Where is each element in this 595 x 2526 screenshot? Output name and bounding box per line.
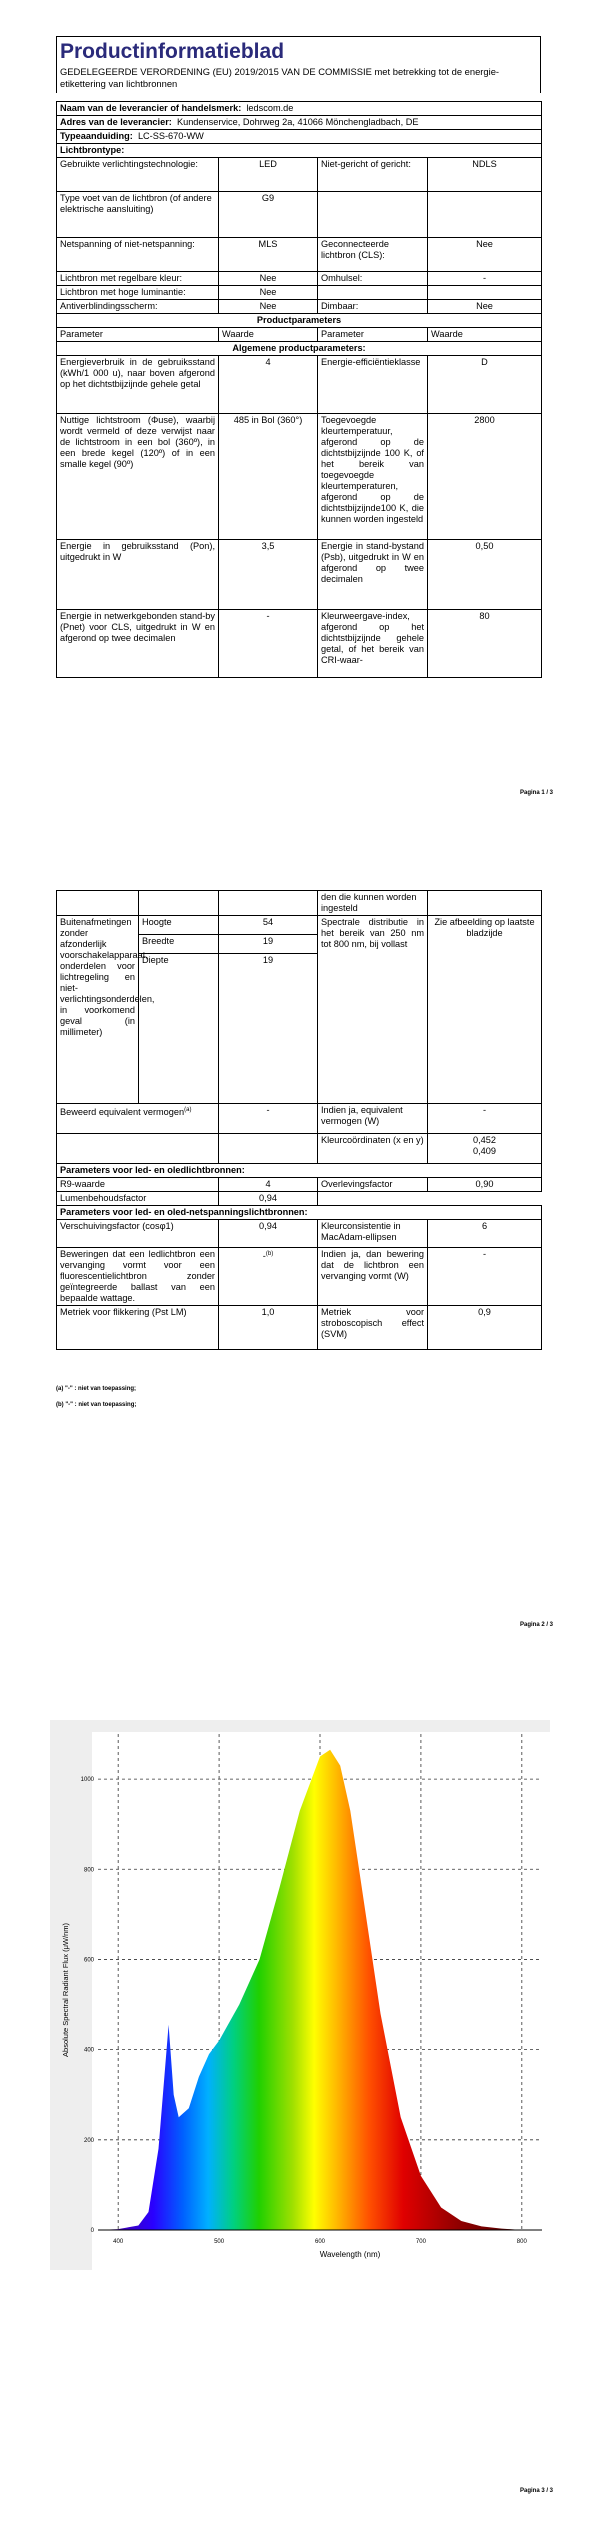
y-axis-label: Absolute Spectral Radiant Flux (μW/nm) (61, 1923, 70, 2057)
info-table-page2 (56, 890, 542, 1350)
energy-class-label: Energie-efficiëntieklasse (318, 356, 428, 414)
standby-power-label: Energie in stand-bystand (Psb), uitgedrukt in W en afgerond op twee decimalen (318, 540, 428, 610)
col-header-value-2: Waarde (428, 328, 542, 342)
width-value: 19 (219, 935, 318, 954)
flicker-metric-value: 1,0 (219, 1306, 318, 1350)
regulation-subtitle: GEDELEGEERDE VERORDENING (EU) 2019/2015 VAN DE COMMISSIE met betrekking tot de energie-etikettering van lichtbronnen (60, 66, 500, 89)
equivalent-watt-label: Indien ja, equivalent vermogen (W) (318, 1104, 428, 1134)
cri-value: 80 (428, 610, 542, 678)
stroboscopic-value: 0,9 (428, 1306, 542, 1350)
flicker-metric-label: Metriek voor flikkering (Pst LM) (57, 1306, 219, 1350)
y-tick-label: 0 (90, 2228, 94, 2234)
page-1 (0, 0, 595, 830)
page-number: Pagina 1 / 3 (519, 790, 553, 796)
cct-label: Toegevoegde kleurtemperatuur, afgerond op de dichtstbijzijnde 100 K, of het bereik van toegevoegde kleurtemperaturen, afgerond op de dichtstbijzijnde100 K, die kunnen worden ingesteld (318, 414, 428, 540)
energy-class-value: D (428, 356, 542, 414)
r9-label: R9-waarde (57, 1178, 219, 1192)
product-params-header: Productparameters (57, 314, 542, 328)
chart-top-band (50, 1720, 550, 1732)
mains-value: MLS (219, 238, 318, 272)
cct-value: 2800 (428, 414, 542, 540)
chromaticity-value (428, 1134, 542, 1164)
useful-flux-label: Nuttige lichtstroom (Φuse), waarbij wordt vermeld of deze verwijst naar de lichtstroom in een bol (360º), in een brede kegel (120º) of in een smalle kegel (90º) (57, 414, 219, 540)
height-value: 54 (219, 916, 318, 935)
supplier-address-row: Adres van de leverancier: Kundenservice, Dohrweg 2a, 41066 Mönchengladbach, DE (57, 116, 542, 130)
led-params-header: Parameters voor led- en oledlichtbronnen: (57, 1164, 542, 1178)
survival-factor-value: 0,90 (428, 1178, 542, 1192)
cri-continued: den die kunnen worden ingesteld (318, 891, 428, 916)
dimensions-label: Buitenafmetingen zonder afzonderlijk voorschakelapparaat, onderdelen voor lichtregeling en niet-verlichtingsonderdelen, in voorkomend geval (in millimeter) (57, 916, 139, 1104)
depth-value: 19 (219, 954, 318, 1104)
anti-glare-value: Nee (219, 300, 318, 314)
page-title: Productinformatieblad (60, 40, 285, 63)
cap-label: Type voet van de lichtbron (of andere elektrische aansluiting) (57, 192, 219, 238)
energy-consumption-label: Energieverbruik in de gebruiksstand (kWh/1 000 u), naar boven afgerond op het dichtstbijzijnde gehele getal (57, 356, 219, 414)
replacement-claim-value: -$^{(b)}$ (219, 1248, 318, 1306)
page-2 (0, 830, 595, 1670)
colour-tunable-value: Nee (219, 272, 318, 286)
height-label: Hoogte (139, 916, 219, 935)
anti-glare-label: Antiverblindingsscherm: (57, 300, 219, 314)
connected-label: Geconnecteerde lichtbron (CLS): (318, 238, 428, 272)
colour-consistency-value: 6 (428, 1220, 542, 1248)
r9-value: 4 (219, 1178, 318, 1192)
energy-consumption-value: 4 (219, 356, 318, 414)
x-axis-label: Wavelength (nm) (319, 2250, 381, 2259)
tech-label: Gebruikte verlichtingstechnologie: (57, 158, 219, 192)
colour-consistency-label: Kleurconsistentie in MacAdam-ellipsen (318, 1220, 428, 1248)
supplier-name-row: Naam van de leverancier of handelsmerk: ledscom.de (57, 102, 542, 116)
chart-left-band (50, 1720, 92, 2270)
high-luminance-label: Lichtbron met hoge luminantie: (57, 286, 219, 300)
title-block (56, 36, 541, 93)
network-standby-label: Energie in netwerkgebonden stand-by (Pnet) voor CLS, uitgedrukt in W en afgerond op twee decimalen (57, 610, 219, 678)
y-tick-label: 400 (83, 2047, 94, 2054)
mains-led-params-header: Parameters voor led- en oled-netspanningslichtbronnen: (57, 1206, 542, 1220)
y-tick-label: 600 (83, 1957, 94, 1964)
mains-label: Netspanning of niet-netspanning: (57, 238, 219, 272)
directional-value: NDLS (428, 158, 542, 192)
envelope-label: Omhulsel: (318, 272, 428, 286)
supplier-name: ledscom.de (246, 103, 294, 113)
replacement-watt-label: Indien ja, dan bewering dat de lichtbron een vervanging vormt (W) (318, 1248, 428, 1306)
replacement-watt-value: - (428, 1248, 542, 1306)
lightsource-type-header: Lichtbrontype: (57, 144, 542, 158)
cri-label: Kleurweergave-index, afgerond op het dichtstbijzijnde gehele getal, of het bereik van CRI-waar- (318, 610, 428, 678)
equivalent-power-label: Beweerd equivalent vermogen$^{(a)}$ (57, 1104, 219, 1134)
page-number: Pagina 2 / 3 (519, 1622, 553, 1628)
footnote-b: (b) "-" : niet van toepassing; (56, 1402, 137, 1408)
spectral-label: Spectrale distributie in het bereik van 250 nm tot 800 nm, bij vollast (318, 916, 428, 1104)
displacement-factor-label: Verschuivingsfactor (cosφ1) (57, 1220, 219, 1248)
model-identifier: LC-SS-670-WW (137, 131, 204, 141)
tech-value: LED (219, 158, 318, 192)
col-header-value: Waarde (219, 328, 318, 342)
info-table-page1 (56, 101, 542, 678)
col-header-param: Parameter (57, 328, 219, 342)
x-tick-label: 700 (415, 2239, 426, 2245)
chromaticity-y: 0,409 (473, 1146, 496, 1156)
lumen-maintenance-value: 0,94 (219, 1192, 318, 1206)
standby-power-value: 0,50 (428, 540, 542, 610)
connected-value: Nee (428, 238, 542, 272)
x-tick-label: 800 (516, 2239, 527, 2245)
equivalent-power-value: - (219, 1104, 318, 1134)
dimmable-value: Nee (428, 300, 542, 314)
y-tick-label: 800 (83, 1867, 94, 1874)
general-params-header: Algemene productparameters: (57, 342, 542, 356)
chromaticity-x: 0,452 (473, 1135, 496, 1145)
high-luminance-value: Nee (219, 286, 318, 300)
survival-factor-label: Overlevingsfactor (318, 1178, 428, 1192)
replacement-claim-label: Beweringen dat een ledlichtbron een vervanging vormt voor een fluorescentielichtbron zonder geïntegreerde ballast van een bepaalde wattage. (57, 1248, 219, 1306)
y-tick-label: 1000 (80, 1777, 94, 1784)
spectral-value: Zie afbeelding op laatste bladzijde (428, 916, 542, 1104)
spectral-chart (50, 1720, 550, 2270)
stroboscopic-label: Metriek voor stroboscopisch effect (SVM) (318, 1306, 428, 1350)
col-header-param-2: Parameter (318, 328, 428, 342)
page-number: Pagina 3 / 3 (519, 2488, 553, 2494)
on-mode-power-label: Energie in gebruiksstand (Pon), uitgedrukt in W (57, 540, 219, 610)
displacement-factor-value: 0,94 (219, 1220, 318, 1248)
envelope-value: - (428, 272, 542, 286)
x-tick-label: 400 (113, 2239, 124, 2245)
dimmable-label: Dimbaar: (318, 300, 428, 314)
chromaticity-label: Kleurcoördinaten (x en y) (318, 1134, 428, 1164)
spectral-chart-svg (50, 1720, 550, 2270)
page-3 (0, 1670, 595, 2526)
width-label: Breedte (139, 935, 219, 954)
network-standby-value: - (219, 610, 318, 678)
supplier-address: Kundenservice, Dohrweg 2a, 41066 Mönchengladbach, DE (176, 117, 419, 127)
x-tick-label: 600 (314, 2239, 326, 2245)
useful-flux-value: 485 in Bol (360°) (219, 414, 318, 540)
cap-value: G9 (219, 192, 318, 238)
directional-label: Niet-gericht of gericht: (318, 158, 428, 192)
model-row: Typeaanduiding: LC-SS-670-WW (57, 130, 542, 144)
lumen-maintenance-label: Lumenbehoudsfactor (57, 1192, 219, 1206)
x-tick-label: 500 (214, 2239, 225, 2245)
y-tick-label: 200 (83, 2137, 94, 2144)
footnote-a: (a) "-" : niet van toepassing; (56, 1386, 137, 1392)
on-mode-power-value: 3,5 (219, 540, 318, 610)
colour-tunable-label: Lichtbron met regelbare kleur: (57, 272, 219, 286)
equivalent-watt-value: - (428, 1104, 542, 1134)
depth-label: Diepte (139, 954, 219, 1104)
